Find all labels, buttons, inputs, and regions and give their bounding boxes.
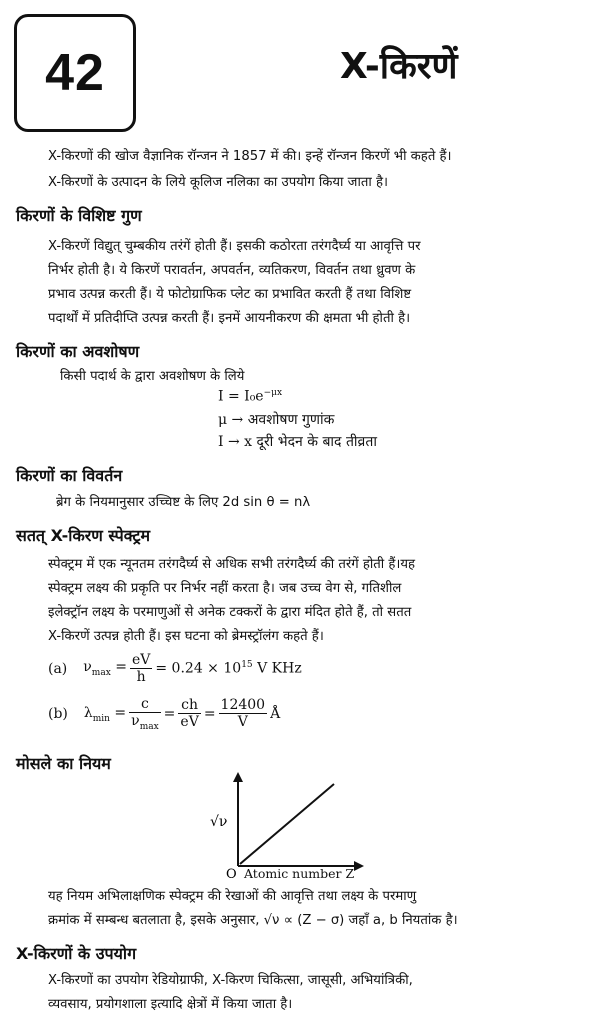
moseley-line-2: क्रमांक में सम्बन्ध बतलाता है, इसके अनुसार, √ν ∝ (Z − σ) जहाँ a, b नियतांक है। xyxy=(48,913,458,928)
equation-b-fraction-2: $\frac{ch}{eV}$ xyxy=(180,697,199,731)
properties-line-1: X-किरणें विद्युत् चुम्बकीय तरंगें होती हैं। इसकी कठोरता तरंगदैर्घ्य या आवृत्ति पर xyxy=(48,239,421,254)
properties-line-3: प्रभाव उत्पन्न करती हैं। ये फोटोग्राफिक प्लेट का प्रभावित करती हैं तथा विशिष्ट xyxy=(48,287,412,302)
absorption-eq1: I = I₀e xyxy=(218,388,264,405)
absorption-i-definition: I → x दूरी भेदन के बाद तीव्रता xyxy=(218,434,377,450)
chapter-number-box xyxy=(14,14,136,132)
graph-x-arrow xyxy=(354,861,364,871)
equation-b-fraction-1: $\frac{c}{\nu_{max}}$ xyxy=(131,696,159,732)
equation-b-fraction-3: $\frac{12400}{V}$ xyxy=(220,697,266,731)
section-heading-spectrum: सतत् X-किरण स्पेक्ट्रम xyxy=(16,526,151,545)
spectrum-line-1: स्पेक्ट्रम में एक न्यूनतम तरंगदैर्घ्य से अधिक सभी तरंगदैर्घ्य की तरंगें होती हैं।यह xyxy=(48,557,416,572)
section-heading-uses: X-किरणों के उपयोग xyxy=(16,944,137,963)
graph-x-label: Atomic number Z xyxy=(244,866,355,881)
equation-a-lhs: $\nu_{max}$ = xyxy=(83,659,127,678)
graph-y-label: √ν xyxy=(210,814,228,830)
graph-origin-label: O xyxy=(226,867,237,882)
chapter-number: 42 xyxy=(45,44,105,102)
properties-line-2: निर्भर होती है। ये किरणें परावर्तन, अपवर्तन, व्यतिकरण, विवर्तन तथा ध्रुवण के xyxy=(48,263,416,278)
graph-line xyxy=(240,784,334,864)
equation-a-fraction: $\frac{eV}{h}$ xyxy=(131,652,151,685)
absorption-mu-definition: μ → अवशोषण गुणांक xyxy=(218,412,335,428)
equation-a-label: (a) xyxy=(48,660,68,677)
equation-b-label: (b) xyxy=(48,705,68,722)
section-heading-absorption: किरणों का अवशोषण xyxy=(16,342,140,361)
spectrum-line-3: इलेक्ट्रॉन लक्ष्य के परमाणुओं से अनेक टक्करों के द्वारा मंदित होते हैं, तो सतत xyxy=(48,605,412,620)
equation-a xyxy=(48,652,302,685)
absorption-eq1-exponent: −μx xyxy=(263,388,283,398)
absorption-line: किसी पदार्थ के द्वारा अवशोषण के लिये xyxy=(60,369,245,384)
equation-b-unit: Å xyxy=(270,705,281,722)
chapter-title: X-किरणें xyxy=(340,46,458,87)
equation-b-lhs: $\lambda_{min}$ = xyxy=(83,704,127,724)
spectrum-line-2: स्पेक्ट्रम लक्ष्य की प्रकृति पर निर्भर नहीं करता है। जब उच्च वेग से, गतिशील xyxy=(48,581,402,596)
moseley-line-1: यह नियम अभिलाक्षणिक स्पेक्ट्रम की रेखाओं की आवृत्ति तथा लक्ष्य के परमाणु xyxy=(48,889,417,904)
spectrum-line-4: X-किरणें उत्पन्न होती हैं। इस घटना को ब्रेमस्ट्रॉलंग कहते हैं। xyxy=(48,629,324,644)
uses-line-2: व्यवसाय, प्रयोगशाला इत्यादि क्षेत्रों में किया जाता है। xyxy=(48,997,293,1012)
equation-b: (b) $\lambda_{min}$ = $\frac{c}{\nu_{max}}$ = $\frac{ch}{eV}$ = $\frac{12400}{V}$ Å xyxy=(48,696,281,732)
equation-a-rhs: = $0.24 \times 10^{15}$ V KHz xyxy=(155,660,302,677)
intro-line-2: X-किरणों के उत्पादन के लिये कूलिज नलिका का उपयोग किया जाता है। xyxy=(48,175,388,190)
section-heading-properties: किरणों के विशिष्ट गुण xyxy=(16,206,142,225)
diffraction-line: ब्रेग के नियमानुसार उच्चिष्ट के लिए 2d sin θ = nλ xyxy=(56,495,311,510)
absorption-equation xyxy=(218,388,282,405)
section-heading-diffraction: किरणों का विवर्तन xyxy=(16,466,123,485)
section-heading-moseley: मोसले का नियम xyxy=(16,754,111,773)
intro-line-1: X-किरणों की खोज वैज्ञानिक रॉन्जन ने 1857 में की। इन्हें रॉन्जन किरणें भी कहते हैं। xyxy=(48,149,452,164)
uses-line-1: X-किरणों का उपयोग रेडियोग्राफी, X-किरण चिकित्सा, जासूसी, अभियांत्रिकी, xyxy=(48,973,413,988)
graph-y-arrow xyxy=(233,772,243,782)
properties-line-4: पदार्थों में प्रतिदीप्ति उत्पन्न करती हैं। इनमें आयनीकरण की क्षमता भी होती है। xyxy=(48,311,411,326)
